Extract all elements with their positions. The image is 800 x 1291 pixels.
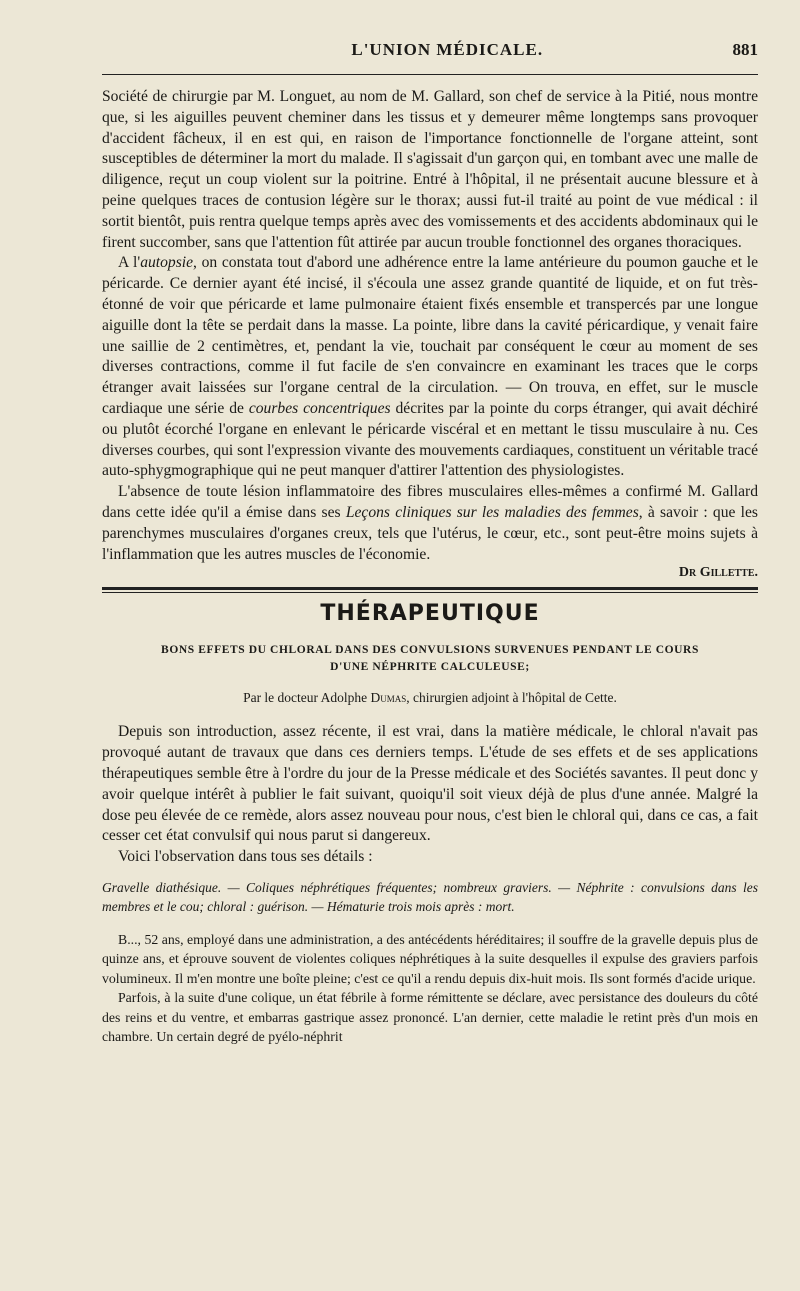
header-rule	[102, 74, 758, 75]
italic-term: courbes concentriques	[248, 399, 391, 417]
byline-text: Par le docteur Adolphe	[243, 690, 371, 706]
section-title: THÉRAPEUTIQUE	[320, 601, 540, 627]
paragraph-intro: Depuis son introduction, assez récente, il est vrai, dans la matière médicale, le chloral n'avait pas provoqué autant de travaux que dans ces derniers temps. L'étude de ses effets et de ses applications thérapeutiques semble être à l'ordre du jour de la Presse médicale et des Sociétés savantes. Il peut donc y avoir quelque intérêt à publier le fait suivant, quoiqu'il soit vieux déjà de plus d'une année. Malgré la dose peu élevée de ce remède, alors assez nouveau pour nous, c'est bien le chloral qui, dans ce cas, a fait cesser cet état convulsif qui nous parut si dangereux.	[102, 723, 758, 845]
paragraph-voici: Voici l'observation dans tous ses détails :	[118, 848, 373, 866]
text-span: A l'	[118, 254, 141, 272]
italic-term: autopsie	[140, 254, 194, 272]
article-title-line: BONS EFFETS DU CHLORAL DANS DES CONVULSIONS SURVENUES PENDANT LE COURS	[161, 644, 699, 657]
article-byline	[102, 690, 758, 706]
observation-paragraph: Parfois, à la suite d'une colique, un état fébrile à forme rémittente se déclare, avec persistance des douleurs du côté des reins et du ventre, et embarras gastrique assez prononcé. L'an dernier, cette maladie le retint près d'un mois en chambre. Un certain degré de pyélo-néphrit	[102, 990, 758, 1045]
article-title-line: D'UNE NÉPHRITE CALCULEUSE;	[330, 661, 530, 674]
section-divider	[102, 587, 758, 593]
page-number: 881	[732, 40, 758, 59]
journal-title: L'UNION MÉDICALE.	[351, 40, 544, 59]
article-title	[102, 642, 758, 676]
running-header	[102, 40, 758, 68]
paragraph-aiguilles: Société de chirurgie par M. Longuet, au nom de M. Gallard, son chef de service à la Pitié, nous montre que, si les aiguilles peuvent cheminer dans les tissus et y demeurer même longtemps sans provoquer d'accident fâcheux, il en est qui, en raison de l'importance fonctionnelle de l'organe atteint, sont susceptibles de déterminer la mort du malade. Il s'agissait d'un garçon qui, en tombant avec une malle de diligence, reçut un coup violent sur la poitrine. Entré à l'hôpital, il ne présentait aucune blessure et à peine quelques traces de contusion légère sur le thorax; aussi fut-il traité au point de vue médical : il sortit bientôt, puis rentra quelque temps après avec des vomissements et des accidents abdominaux qui le firent succomber, sans que l'attention fût attirée par aucun trouble fonctionnel des organes thoraciques.	[102, 88, 758, 251]
text-span: décrites par la pointe du corps étranger, qui avait déchiré ou plutôt écorché l'organe en enlevant le péricarde viscéral et en mettant le tissu musculaire à nu. Ces diverses courbes, qui sont l'expression vivante des mouvements cardiaques, constituent un véritable tracé auto-sphygmographique qui ne peut manquer d'attirer l'attention des physiologistes.	[102, 399, 758, 480]
text-span: L'absence de toute lésion inflammatoire des fibres musculaires elles-mêmes a confirmé M. Gallard dans cette idée qu'il a émise dans ses	[102, 483, 758, 521]
paragraph-autopsie	[102, 253, 758, 482]
author-name: Dumas	[370, 690, 407, 706]
text-span: , on constata tout d'abord une adhérence entre la lame antérieure du poumon gauche et le péricarde. Ce dernier ayant été incisé, il s'écoula une assez grande quantité de liquide, et on fut très-étonné de voir que péricarde et lame pulmonaire étaient fixés ensemble et transpercés par une longue aiguille dont la tête se perdait dans la masse. La pointe, libre dans la cavité péricardique, y venait faire une saillie de 2 centimètres, et, pendant la vie, touchait par conséquent le cœur au moment de ses diverses contractions, comme il fut facile de s'en convaincre en examinant les traces que le corps étranger avait laissées sur l'organe central de la circulation. — On trouva, en effet, sur le muscle cardiaque une série de	[102, 254, 758, 417]
text-span: , à savoir : que les parenchymes musculaires d'organes creux, tels que l'utérus, le cœur, etc., sont peut-être moins sujets à l'inflammation que les autres muscles de l'économie.	[102, 503, 758, 563]
journal-page	[102, 40, 758, 1047]
byline-text: , chirurgien adjoint à l'hôpital de Cette.	[406, 690, 617, 706]
paragraph-inflammation	[102, 482, 758, 565]
observation-paragraph: B..., 52 ans, employé dans une administration, a des antécédents héréditaires; il souffre de la gravelle depuis plus de quinze ans, et éprouve souvent de violentes coliques néphrétiques à la suite desquelles il expulse des graviers parfois volumineux. Il m'en montre une boîte pleine; c'est ce qu'il a rendu depuis dix-huit mois. Ils sont formés d'acide urique.	[102, 931, 758, 986]
observation-heading: Gravelle diathésique. — Coliques néphrétiques fréquentes; nombreux graviers. — Néphrite : convulsions dans les membres et le cou; chloral : guérison. — Hématurie trois mois après : mort.	[102, 879, 758, 914]
author-signature: Dr Gillette.	[678, 565, 758, 581]
italic-title: Leçons cliniques sur les maladies des femmes	[345, 503, 639, 521]
